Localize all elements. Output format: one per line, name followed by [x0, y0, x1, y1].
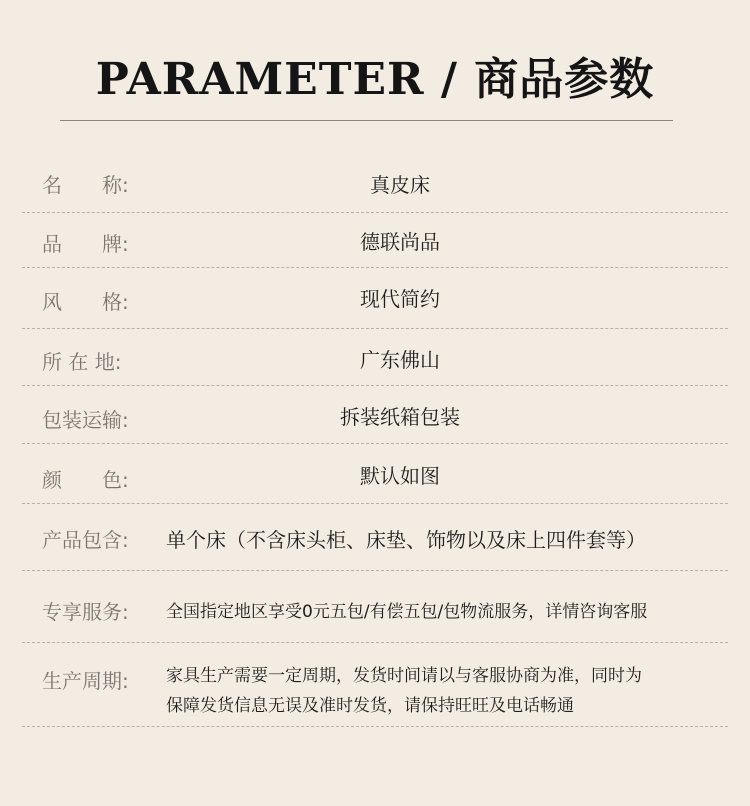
param-label: 颜 色:: [42, 468, 129, 492]
param-row-origin: [22, 328, 728, 386]
param-value: 现代简约: [360, 287, 440, 311]
param-value: 单个床（不含床头柜、床垫、饰物以及床上四件套等）: [166, 528, 646, 552]
param-label: 生产周期:: [42, 669, 129, 693]
param-label: 包装运输:: [42, 408, 129, 432]
param-value: [166, 661, 642, 721]
title-divider: [60, 120, 673, 121]
param-label: 名 称:: [42, 173, 129, 197]
param-row-color: [22, 443, 728, 504]
param-label: 专享服务:: [42, 600, 129, 624]
param-row-service: [22, 570, 728, 643]
param-row-packaging: [22, 385, 728, 444]
param-label: 品 牌:: [42, 232, 129, 256]
param-row-style: [22, 267, 728, 329]
param-value: 默认如图: [360, 464, 440, 488]
page-title: PARAMETER / 商品参数: [95, 54, 655, 105]
param-value: 全国指定地区享受0元五包/有偿五包/包物流服务，详情咨询客服: [166, 602, 648, 622]
param-value: 德联尚品: [360, 230, 440, 254]
param-row-contents: [22, 503, 728, 571]
param-row-brand: [22, 212, 728, 268]
param-value-line: 保障发货信息无误及准时发货，请保持旺旺及电话畅通: [166, 696, 574, 716]
param-value: 拆装纸箱包装: [340, 405, 460, 429]
param-value-line: 家具生产需要一定周期，发货时间请以与客服协商为准，同时为: [166, 666, 642, 686]
param-label: 产品包含:: [42, 528, 129, 552]
param-value: 广东佛山: [360, 348, 440, 372]
param-row-production: [22, 642, 728, 727]
param-value: 真皮床: [370, 173, 430, 197]
param-label: 所 在 地:: [42, 350, 122, 374]
param-label: 风 格:: [42, 290, 129, 314]
param-row-name: [22, 155, 728, 213]
